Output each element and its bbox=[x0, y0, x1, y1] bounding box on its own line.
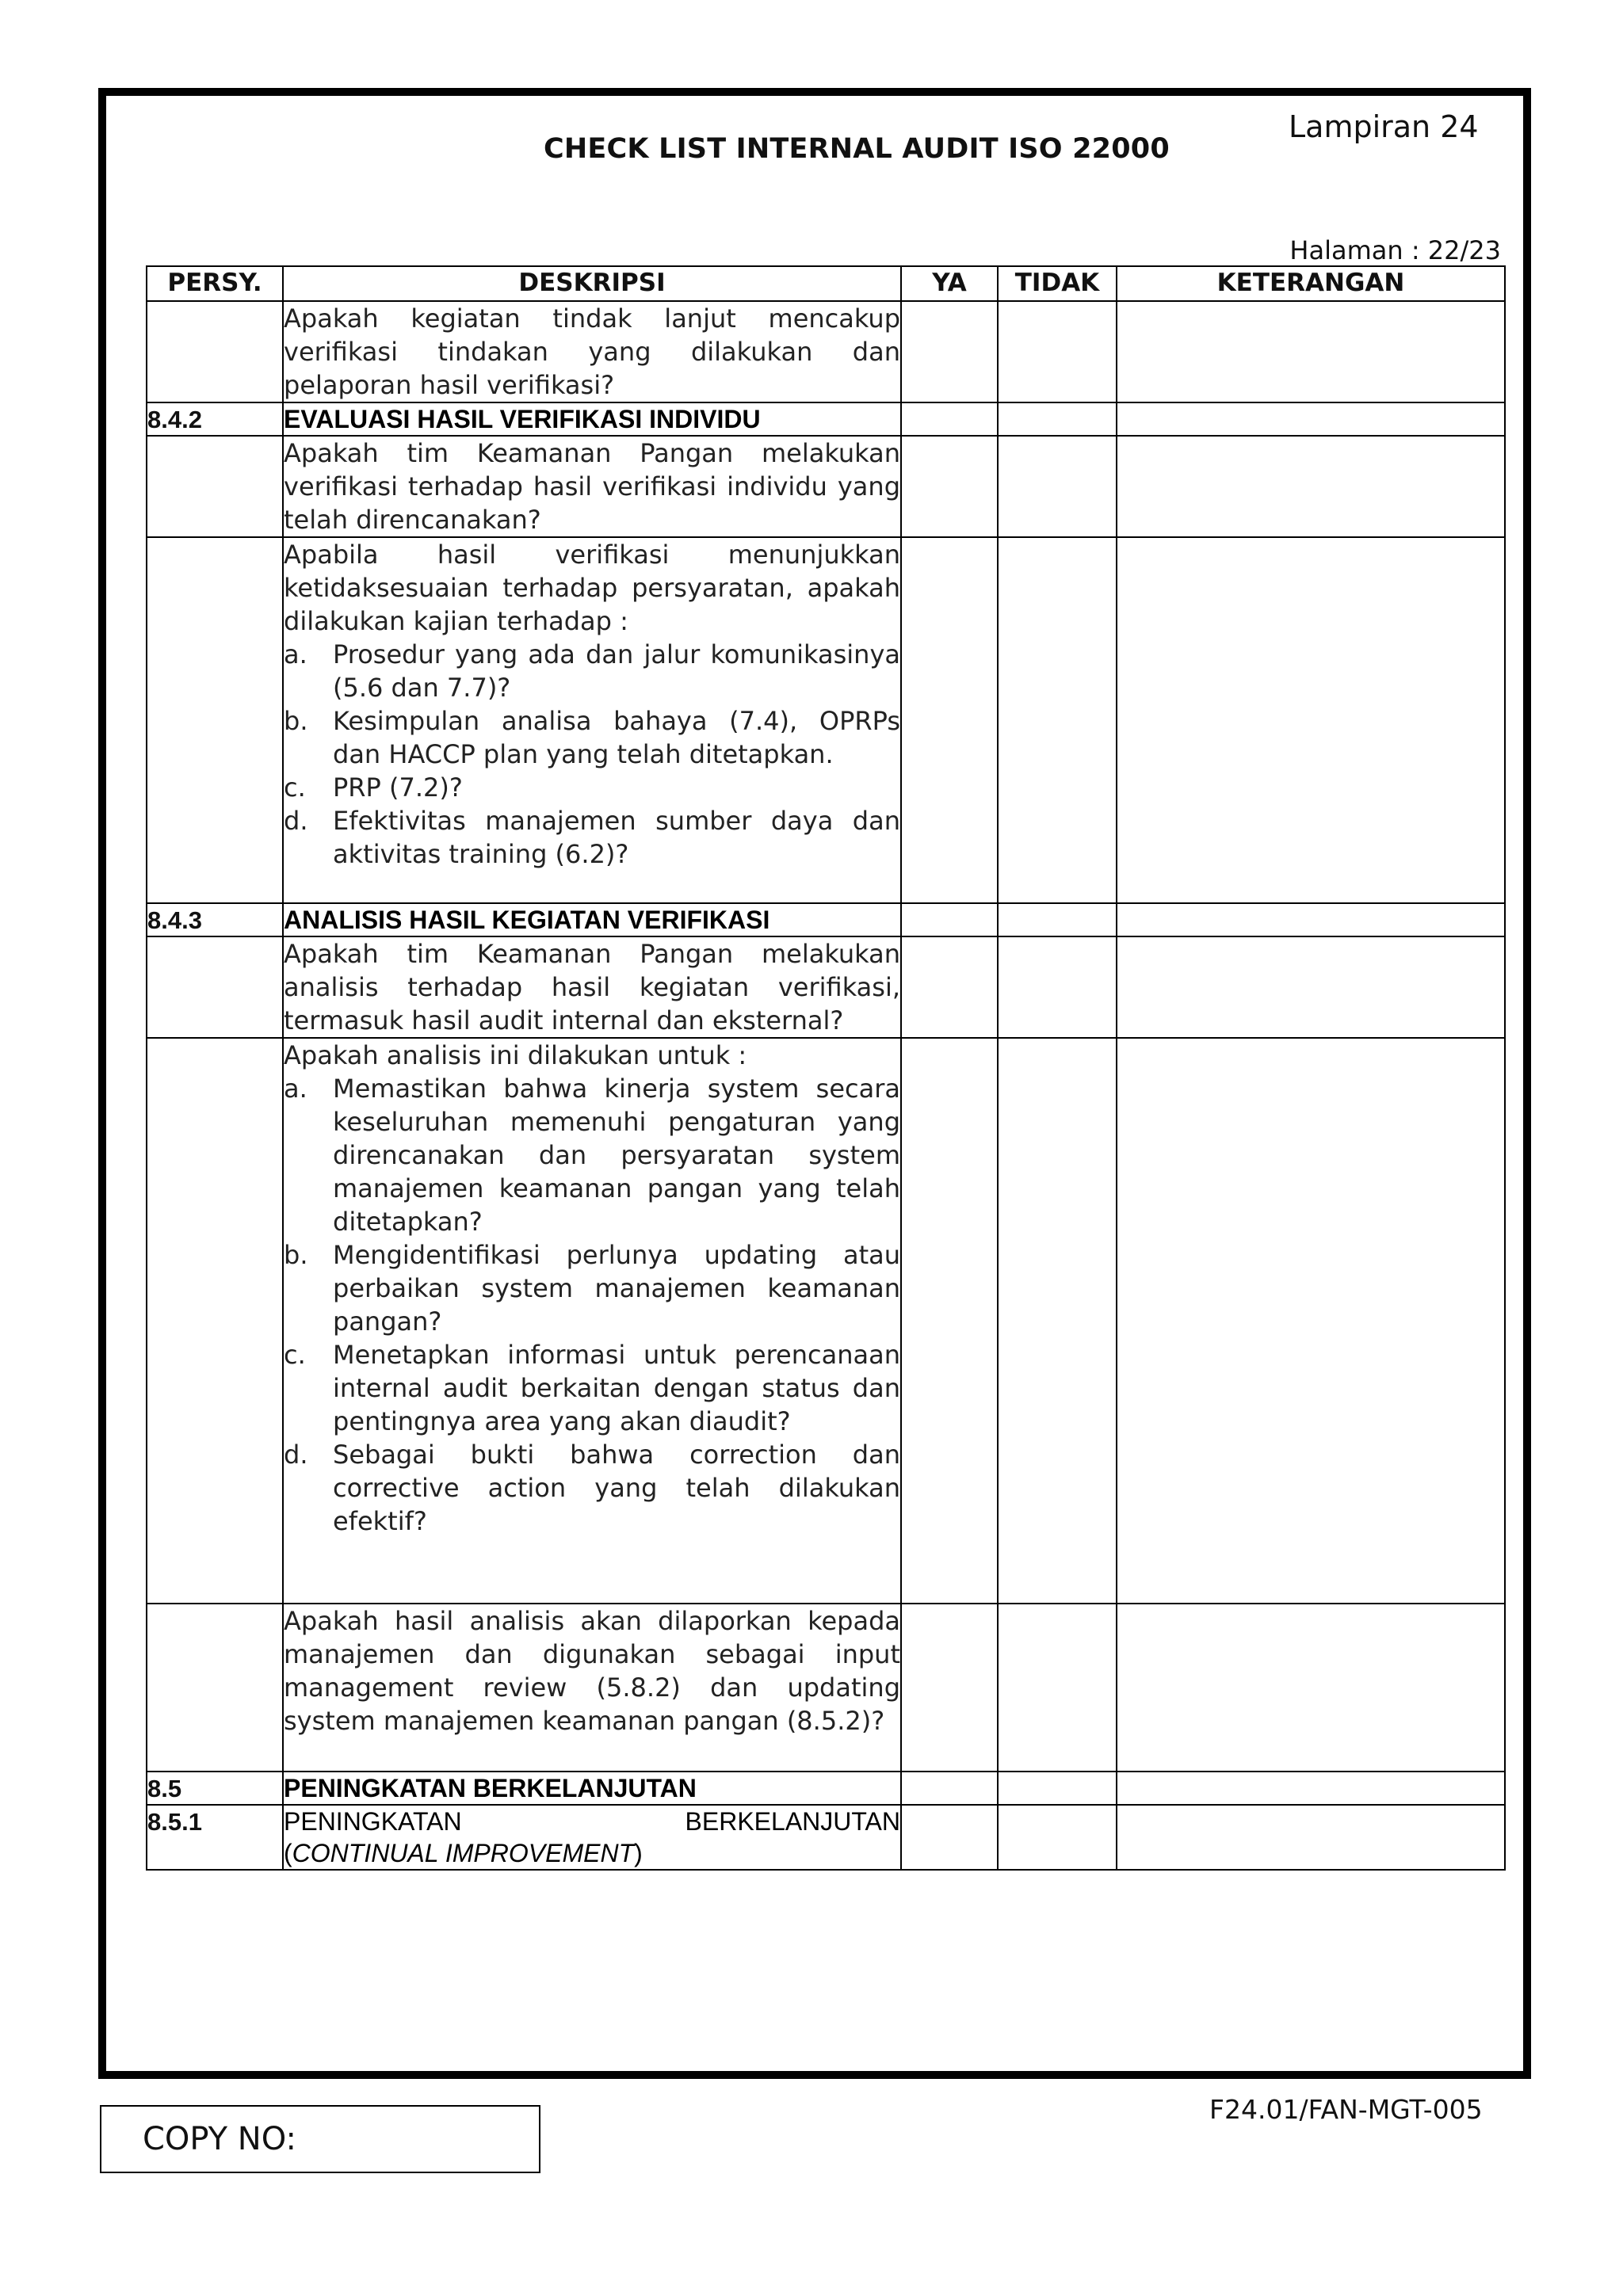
subsection-english-term: CONTINUAL IMPROVEMENT bbox=[292, 1839, 635, 1867]
list-marker: b. bbox=[284, 706, 308, 736]
list-item-text: Sebagai bukti bahwa correction dan corrective action yang telah dilakukan efektif? bbox=[333, 1440, 900, 1536]
table-row bbox=[147, 1805, 1505, 1870]
column-header-keterangan: KETERANGAN bbox=[1117, 266, 1505, 301]
column-header-tidak: TIDAK bbox=[998, 266, 1117, 301]
table-row bbox=[147, 936, 1505, 1038]
persy-cell: 8.5.1 bbox=[147, 1805, 283, 1870]
description-cell bbox=[283, 537, 901, 903]
column-header-deskripsi: DESKRIPSI bbox=[283, 266, 901, 301]
tidak-checkbox-cell[interactable] bbox=[998, 402, 1117, 436]
sub-question-list bbox=[284, 638, 900, 871]
question-intro: Apakah analisis ini dilakukan untuk : bbox=[284, 1040, 747, 1070]
list-item bbox=[284, 1072, 900, 1238]
keterangan-cell[interactable] bbox=[1117, 537, 1505, 903]
keterangan-cell[interactable] bbox=[1117, 1038, 1505, 1604]
list-marker: d. bbox=[284, 1440, 308, 1470]
document-title: CHECK LIST INTERNAL AUDIT ISO 22000 bbox=[544, 133, 1170, 165]
list-item bbox=[284, 1338, 900, 1438]
list-item bbox=[284, 704, 900, 771]
ya-checkbox-cell[interactable] bbox=[901, 936, 998, 1038]
persy-cell bbox=[147, 1038, 283, 1604]
question-text: Apakah tim Keamanan Pangan melakukan analisis terhadap hasil kegiatan verifikasi, termasuk hasil audit internal dan eksternal? bbox=[284, 939, 900, 1035]
keterangan-cell[interactable] bbox=[1117, 301, 1505, 402]
question-text: Apakah tim Keamanan Pangan melakukan verifikasi terhadap hasil verifikasi individu yang telah direncanakan? bbox=[284, 438, 900, 535]
list-marker: a. bbox=[284, 639, 307, 669]
paren-close: ) bbox=[634, 1839, 643, 1867]
list-item bbox=[284, 1238, 900, 1338]
ya-checkbox-cell[interactable] bbox=[901, 1604, 998, 1772]
ya-checkbox-cell[interactable] bbox=[901, 402, 998, 436]
description-cell bbox=[283, 436, 901, 537]
column-header-persy: PERSY. bbox=[147, 266, 283, 301]
keterangan-cell[interactable] bbox=[1117, 436, 1505, 537]
keterangan-cell[interactable] bbox=[1117, 402, 1505, 436]
ya-checkbox-cell[interactable] bbox=[901, 1772, 998, 1805]
section-heading: EVALUASI HASIL VERIFIKASI INDIVIDU bbox=[283, 402, 901, 436]
list-item bbox=[284, 1438, 900, 1538]
persy-cell: 8.4.2 bbox=[147, 402, 283, 436]
table-row bbox=[147, 903, 1505, 936]
table-row bbox=[147, 301, 1505, 402]
table-row bbox=[147, 1038, 1505, 1604]
keterangan-cell[interactable] bbox=[1117, 1604, 1505, 1772]
checklist-table bbox=[146, 265, 1506, 1871]
description-cell bbox=[283, 301, 901, 402]
list-marker: b. bbox=[284, 1240, 308, 1270]
list-item-text: Mengidentifikasi perlunya updating atau perbaikan system manajemen keamanan pangan? bbox=[333, 1240, 900, 1337]
list-item bbox=[284, 804, 900, 871]
persy-cell bbox=[147, 301, 283, 402]
tidak-checkbox-cell[interactable] bbox=[998, 301, 1117, 402]
tidak-checkbox-cell[interactable] bbox=[998, 1772, 1117, 1805]
form-code: F24.01/FAN-MGT-005 bbox=[1209, 2094, 1483, 2125]
description-cell bbox=[283, 936, 901, 1038]
section-heading: PENINGKATAN BERKELANJUTAN bbox=[283, 1772, 901, 1805]
tidak-checkbox-cell[interactable] bbox=[998, 903, 1117, 936]
list-marker: c. bbox=[284, 772, 306, 803]
section-heading: ANALISIS HASIL KEGIATAN VERIFIKASI bbox=[283, 903, 901, 936]
keterangan-cell[interactable] bbox=[1117, 1805, 1505, 1870]
persy-cell bbox=[147, 936, 283, 1038]
persy-cell bbox=[147, 537, 283, 903]
tidak-checkbox-cell[interactable] bbox=[998, 1604, 1117, 1772]
list-item-text: PRP (7.2)? bbox=[333, 772, 463, 803]
persy-cell: 8.4.3 bbox=[147, 903, 283, 936]
description-cell bbox=[283, 1038, 901, 1604]
persy-cell bbox=[147, 1604, 283, 1772]
lampiran-label: Lampiran 24 bbox=[1289, 109, 1479, 144]
column-header-ya: YA bbox=[901, 266, 998, 301]
list-marker: c. bbox=[284, 1340, 306, 1370]
keterangan-cell[interactable] bbox=[1117, 936, 1505, 1038]
keterangan-cell[interactable] bbox=[1117, 1772, 1505, 1805]
table-row bbox=[147, 402, 1505, 436]
tidak-checkbox-cell[interactable] bbox=[998, 936, 1117, 1038]
list-marker: a. bbox=[284, 1074, 307, 1104]
list-item bbox=[284, 771, 900, 804]
question-intro: Apabila hasil verifikasi menunjukkan ketidaksesuaian terhadap persyaratan, apakah dilakukan kajian terhadap : bbox=[284, 540, 900, 636]
description-cell bbox=[283, 1604, 901, 1772]
ya-checkbox-cell[interactable] bbox=[901, 1805, 998, 1870]
subsection-title bbox=[283, 1805, 901, 1870]
ya-checkbox-cell[interactable] bbox=[901, 1038, 998, 1604]
tidak-checkbox-cell[interactable] bbox=[998, 1805, 1117, 1870]
subsection-title-line2 bbox=[284, 1837, 900, 1869]
page-number: Halaman : 22/23 bbox=[1289, 235, 1501, 265]
ya-checkbox-cell[interactable] bbox=[901, 301, 998, 402]
ya-checkbox-cell[interactable] bbox=[901, 903, 998, 936]
tidak-checkbox-cell[interactable] bbox=[998, 537, 1117, 903]
persy-cell bbox=[147, 436, 283, 537]
list-marker: d. bbox=[284, 806, 308, 836]
question-text: Apakah hasil analisis akan dilaporkan kepada manajemen dan digunakan sebagai input management review (5.8.2) dan updating system manajemen keamanan pangan (8.5.2)? bbox=[284, 1606, 900, 1736]
subsection-title-right: BERKELANJUTAN bbox=[685, 1807, 900, 1836]
paren-open: ( bbox=[284, 1839, 292, 1867]
ya-checkbox-cell[interactable] bbox=[901, 537, 998, 903]
copy-number-label: COPY NO: bbox=[143, 2121, 296, 2157]
list-item-text: Menetapkan informasi untuk perencanaan internal audit berkaitan dengan status dan pentingnya area yang akan diaudit? bbox=[333, 1340, 900, 1436]
copy-number-box bbox=[100, 2105, 540, 2173]
sub-question-list bbox=[284, 1072, 900, 1538]
list-item bbox=[284, 638, 900, 704]
table-row bbox=[147, 436, 1505, 537]
table-row bbox=[147, 1772, 1505, 1805]
table-row bbox=[147, 1604, 1505, 1772]
subsection-title-line1 bbox=[284, 1806, 900, 1837]
table-row bbox=[147, 537, 1505, 903]
ya-checkbox-cell[interactable] bbox=[901, 436, 998, 537]
list-item-text: Efektivitas manajemen sumber daya dan aktivitas training (6.2)? bbox=[333, 806, 900, 869]
list-item-text: Kesimpulan analisa bahaya (7.4), OPRPs dan HACCP plan yang telah ditetapkan. bbox=[333, 706, 900, 769]
subsection-title-left: PENINGKATAN bbox=[284, 1807, 462, 1836]
tidak-checkbox-cell[interactable] bbox=[998, 436, 1117, 537]
tidak-checkbox-cell[interactable] bbox=[998, 1038, 1117, 1604]
list-item-text: Memastikan bahwa kinerja system secara keseluruhan memenuhi pengaturan yang direncanakan dan persyaratan system manajemen keamanan pangan yang telah ditetapkan? bbox=[333, 1074, 900, 1237]
table-header-row bbox=[147, 266, 1505, 301]
list-item-text: Prosedur yang ada dan jalur komunikasinya (5.6 dan 7.7)? bbox=[333, 639, 900, 703]
persy-cell: 8.5 bbox=[147, 1772, 283, 1805]
keterangan-cell[interactable] bbox=[1117, 903, 1505, 936]
question-text: Apakah kegiatan tindak lanjut mencakup verifikasi tindakan yang dilakukan dan pelaporan hasil verifikasi? bbox=[284, 303, 900, 400]
